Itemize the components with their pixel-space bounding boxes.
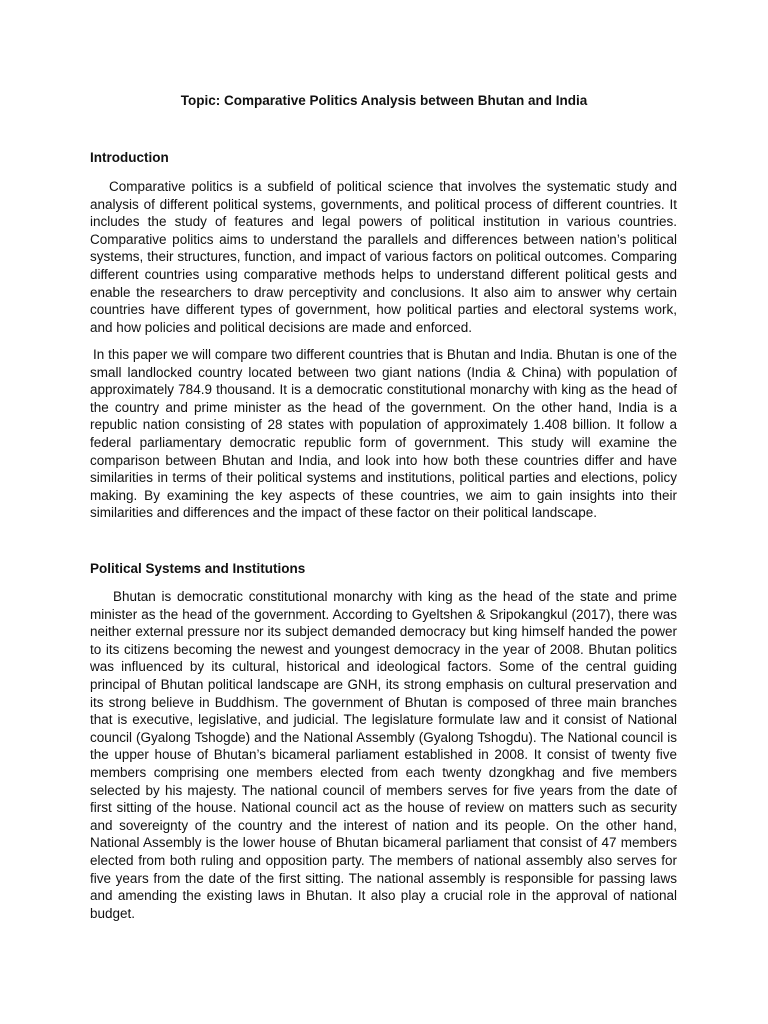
document-title: Topic: Comparative Politics Analysis between Bhutan and India [180, 93, 588, 108]
introduction-paragraph-1: Comparative politics is a subfield of political science that involves the systematic study and analysis of different political systems, governments, and political process of different countries. It includes the study of features and legal powers of political institution in various countries. Comparative politics aims to understand the parallels and differences between nation’s political systems, their structures, function, and impact of various factors on political outcomes. Comparing different countries using comparative methods helps to understand different political gests and enable the researchers to draw perceptivity and conclusions. It also aim to answer why certain countries have different types of government, how political parties and electoral systems work, and how policies and political decisions are made and enforced. [90, 179, 677, 335]
section-heading-political-systems: Political Systems and Institutions [90, 561, 306, 576]
section-heading-introduction: Introduction [90, 150, 169, 165]
introduction-paragraph-2: In this paper we will compare two different countries that is Bhutan and India. Bhutan is one of the small landlocked country located between two giant nations (India & China) with population of approximately 784.9 thousand. It is a democratic constitutional monarchy with king as the head of the country and prime minister as the head of the government. On the other hand, India is a republic nation consisting of 28 states with population of approximately 1.408 billion. It follow a federal parliamentary democratic republic form of government. This study will examine the comparison between Bhutan and India, and look into how both these countries differ and have similarities in terms of their political systems and institutions, political parties and elections, policy making. By examining the key aspects of these countries, we aim to gain insights into their similarities and differences and the impact of these factor on their political landscape. [90, 347, 677, 521]
political-systems-paragraph-1: Bhutan is democratic constitutional monarchy with king as the head of the state and prime minister as the head of the government. According to Gyeltshen & Sripokangkul (2017), there was neither external pressure nor its subject demanded democracy but king himself handed the power to its citizens becoming the newest and youngest democracy in the year of 2008. Bhutan politics was influenced by its cultural, historical and ideological factors. Some of the central guiding principal of Bhutan political landscape are GNH, its strong emphasis on cultural preservation and its strong believe in Buddhism. The government of Bhutan is composed of three main branches that is executive, legislative, and judicial. The legislature formulate law and it consist of National council (Gyalong Tshogde) and the National Assembly (Gyalong Tshogdu). The National council is the upper house of Bhutan’s bicameral parliament established in 2008. It consist of twenty five members comprising one members elected from each twenty dzongkhag and five members selected by his majesty. The national council of members serves for five years from the date of first sitting of the house. National council act as the house of review on matters such as security and sovereignty of the country and the interest of nation and its people. On the other hand, National Assembly is the lower house of Bhutan bicameral parliament that consist of 47 members elected from both ruling and opposition party. The members of national assembly also serves for five years from the date of the first sitting. The national assembly is responsible for passing laws and amending the existing laws in Bhutan. It also play a crucial role in the approval of national budget. [90, 589, 677, 921]
